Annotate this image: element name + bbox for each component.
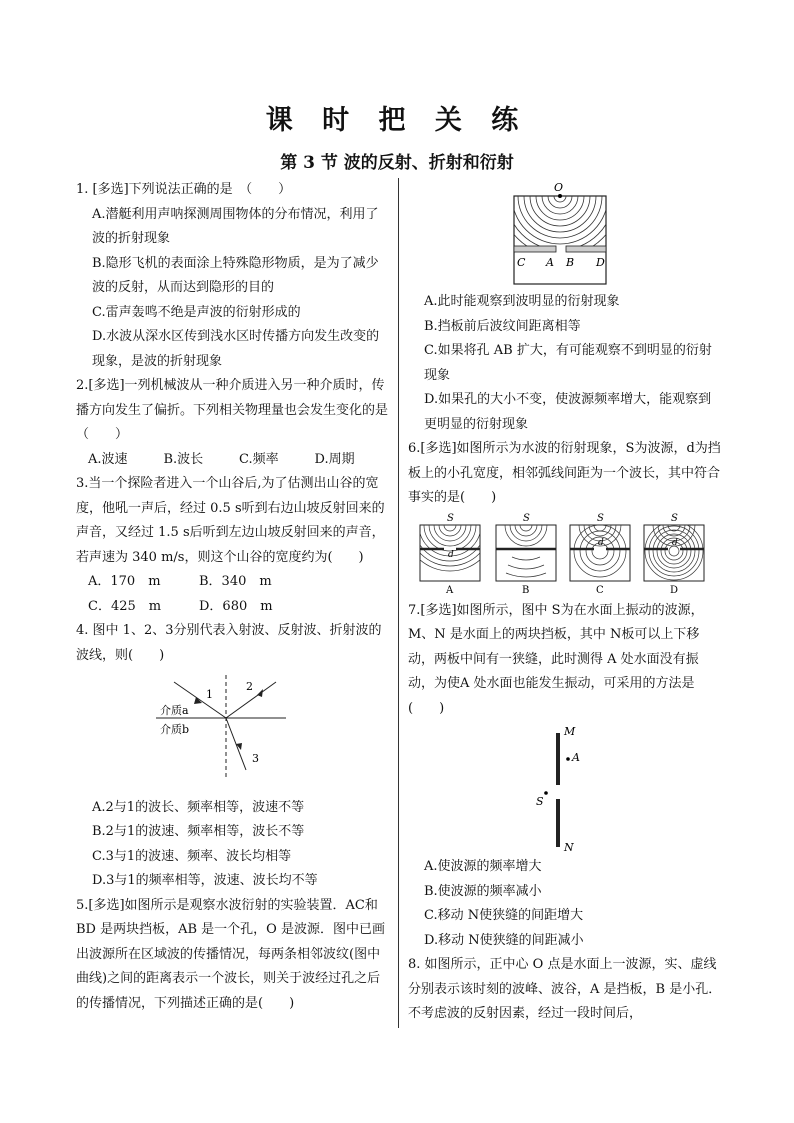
panel-d-label: D <box>670 584 679 596</box>
medium-a-label: 介质a <box>160 704 189 717</box>
medium-b-label: 介质b <box>160 723 190 736</box>
panel-c <box>570 513 630 596</box>
q7-option-b: B.使波源的频率减小 <box>424 883 542 899</box>
barrier-m <box>556 733 560 785</box>
panel-b-label: B <box>522 584 530 596</box>
page-title: 课 时 把 关 练 <box>265 105 529 136</box>
ray-2-label: 2 <box>246 680 253 693</box>
q3-option-d: D．680 m <box>199 598 273 614</box>
q4-figure <box>76 670 390 794</box>
q1-stem: 1. [多选]下列说法正确的是 （ ） <box>76 182 292 197</box>
q2-option-b: B.波长 <box>163 451 204 467</box>
q5-stem: 5.[多选]如图所示是观察水波衍射的实验装置．AC和 BD 是两块挡板，AB 是一个孔，O 是波源．图中已画出波源所在区域波的传播情况，每两条相邻波纹(图中曲线)之间的距离表示一个波长，则关于波经过孔之后的传播情况，下列描述正确的是( ) <box>76 897 385 1011</box>
label-n: N <box>564 841 574 853</box>
label-a: A <box>572 751 580 764</box>
q5-figure <box>408 180 722 288</box>
barrier-bd <box>566 246 606 252</box>
q8-stem: 8. 如图所示，正中心 O 点是水面上一波源，实、虚线分别表示该时刻的波峰、波谷，A 是挡板，B 是小孔．不考虑波的反射因素，经过一段时间后， <box>408 957 722 1021</box>
q1-option-d: D.水波从深水区传到浅水区时传播方向发生改变的现象，是波的折射现象 <box>92 329 380 369</box>
label-c: C <box>517 256 526 269</box>
q6-stem: 6.[多选]如图所示为水波的衍射现象，S为波源，d为挡板上的小孔宽度，相邻弧线间距为一个波长，其中符合事实的是( ) <box>408 441 721 505</box>
panel-b-s: S <box>523 512 530 524</box>
q2-option-a: A.波速 <box>88 451 128 467</box>
barrier-n <box>556 799 560 847</box>
q3-option-b: B．340 m <box>199 574 272 589</box>
ray-3-label: 3 <box>252 752 259 765</box>
question-1 <box>76 178 390 374</box>
barrier-ac <box>514 246 556 252</box>
diffraction-panels <box>408 513 722 597</box>
q7-option-d: D.移动 N使狭缝的间距减小 <box>424 932 584 948</box>
source-o-dot <box>558 194 562 198</box>
q3-stem: 3.当一个探险者进入一个山谷后,为了估测出山谷的宽度，他吼一声后，经过 0.5 s听到右边山坡反射回来的声音，又经过 1.5 s后听到左边山坡反射回来的声音，若声速为 340 m/s，则这个山谷的宽度约为( ) <box>76 476 385 565</box>
q6-figure <box>408 513 722 597</box>
panel-d <box>644 513 704 596</box>
section-subtitle: 第 3 节 波的反射、折射和衍射 <box>280 153 514 173</box>
q1-option-c: C.雷声轰鸣不绝是声波的衍射形成的 <box>92 304 301 320</box>
q7-figure <box>408 723 722 853</box>
label-s: S <box>536 795 544 808</box>
q5-option-d: D.如果孔的大小不变，使波源频率增大，能观察到更明显的衍射现象 <box>424 392 712 432</box>
panel-a-label: A <box>446 584 454 596</box>
q3-option-a: A．170 m <box>88 574 161 589</box>
q2-option-c: C.频率 <box>239 451 279 467</box>
panel-a-d: d <box>448 549 454 560</box>
q5-option-a: A.此时能观察到波明显的衍射现象 <box>424 294 620 309</box>
q1-option-b: B.隐形飞机的表面涂上特殊隐形物质，是为了减少波的反射，从而达到隐形的目的 <box>92 255 379 295</box>
label-a: A <box>546 256 554 269</box>
reflected-arrow-icon <box>257 689 263 697</box>
q1-option-a: A.潜艇利用声呐探测周围物体的分布情况，利用了波的折射现象 <box>92 206 379 246</box>
q3-options-row-1 <box>76 570 390 595</box>
q7-option-c: C.移动 N使狭缝的间距增大 <box>424 908 584 923</box>
q3-option-c: C．425 m <box>88 598 162 614</box>
panel-c-label: C <box>596 584 604 596</box>
q5-option-b: B.挡板前后波纹间距离相等 <box>424 318 581 334</box>
q2-option-d: D.周期 <box>314 451 355 467</box>
panel-d-s: S <box>671 512 678 524</box>
panel-a <box>408 513 496 596</box>
label-d: D <box>596 256 605 269</box>
q4-option-a: A.2与1的波长、频率相等，波速不等 <box>92 799 305 815</box>
point-a-dot <box>566 757 570 761</box>
q4-option-c: C.3与1的波速、频率、波长均相等 <box>92 848 292 864</box>
q2-options <box>76 448 390 473</box>
question-3 <box>76 472 390 619</box>
tank-outline <box>514 196 606 284</box>
refraction-diagram <box>76 670 390 784</box>
q4-option-b: B.2与1的波速、频率相等，波长不等 <box>92 824 305 839</box>
question-5 <box>76 894 390 1017</box>
label-b: B <box>566 256 575 269</box>
panel-a-s: S <box>447 512 454 524</box>
question-2 <box>76 374 402 472</box>
ripple-tank-diagram <box>408 180 722 288</box>
q7-stem: 7.[多选]如图所示，图中 S为在水面上振动的波源，M、N 是水面上的两块挡板，其中 N板可以上下移动，两板中间有一狭缝，此时测得 A 处水面没有振动，为使A 处水面也能发生振动，可采用的方法是( ) <box>408 602 704 716</box>
panel-b <box>496 513 556 596</box>
q2-stem: 2.[多选]一列机械波从一种介质进入另一种介质时，传播方向发生了偏折。下列相关物理量也会发生变化的是 （ ） <box>76 378 402 442</box>
column-divider <box>398 178 399 1028</box>
left-column <box>76 178 402 1016</box>
ray-1-label: 1 <box>206 688 213 701</box>
panel-c-s: S <box>597 512 604 524</box>
q3-options-row-2 <box>76 595 390 620</box>
question-8 <box>408 953 722 1027</box>
q4-stem: 4. 图中 1、2、3分别代表入射波、反射波、折射波的波线，则( ) <box>76 623 382 663</box>
q7-option-a: A.使波源的频率增大 <box>424 859 542 874</box>
question-4 <box>76 619 390 894</box>
panel-c-d: d <box>598 537 604 548</box>
label-m: M <box>564 725 576 738</box>
slit-diagram <box>408 723 722 853</box>
right-column <box>408 178 722 1027</box>
label-o: O <box>554 181 564 194</box>
question-7 <box>408 599 722 954</box>
q4-option-d: D.3与1的频率相等，波速、波长均不等 <box>92 873 318 888</box>
q5-option-c: C.如果将孔 AB 扩大，有可能观察不到明显的衍射现象 <box>424 343 712 383</box>
panel-d-d: d <box>672 537 678 548</box>
question-6 <box>408 437 722 597</box>
source-s-dot <box>544 791 548 795</box>
